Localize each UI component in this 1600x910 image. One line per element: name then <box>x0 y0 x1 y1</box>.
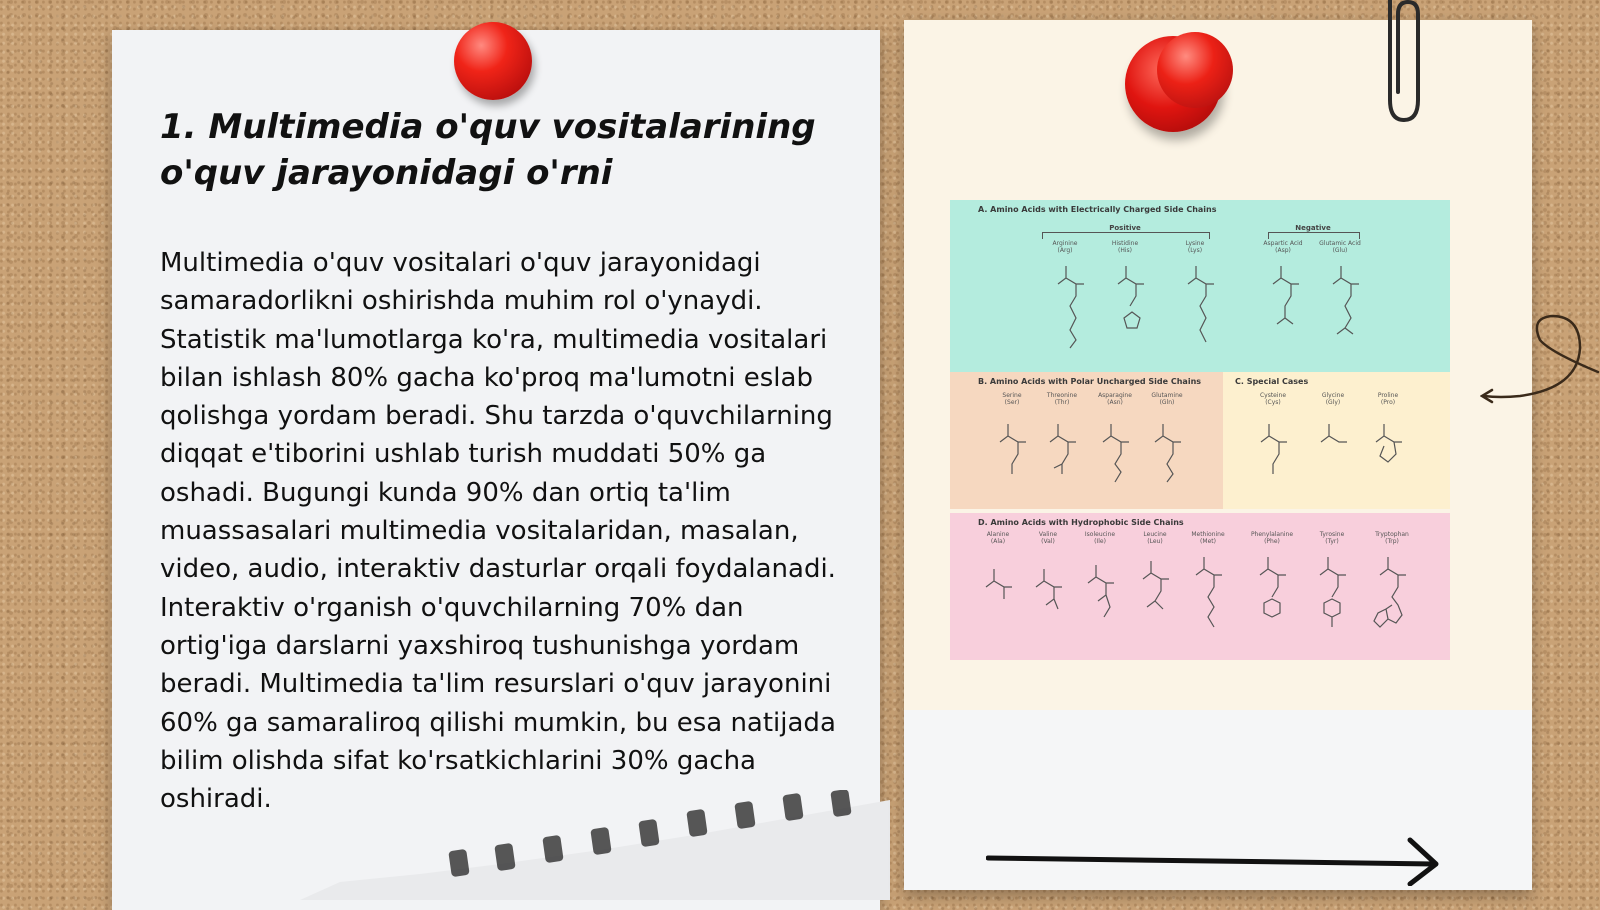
panel-charged-side-chains <box>950 200 1450 372</box>
amino-acid-label: Cysteine (Cys) <box>1259 392 1287 406</box>
molecule-structure <box>1325 262 1365 352</box>
molecule-structure <box>1265 262 1305 342</box>
panel-a-label: A. Amino Acids with Electrically Charged Side Chains <box>978 205 1217 214</box>
amino-acid-label: Alanine (Ala) <box>986 531 1010 545</box>
molecule-structure <box>1253 420 1293 490</box>
panel-polar-side-chains <box>950 372 1223 509</box>
arrow-right-icon <box>986 836 1446 886</box>
amino-acid-label: Tyrosine (Tyr) <box>1319 531 1345 545</box>
molecule-structure <box>992 420 1032 490</box>
molecule-structure <box>1095 420 1135 490</box>
amino-acid-label: Glycine (Gly) <box>1321 392 1345 406</box>
curly-arrow-icon <box>1480 312 1600 412</box>
molecule-structure <box>1080 561 1120 631</box>
amino-acid-label: Threonine (Thr) <box>1046 392 1078 406</box>
amino-acid-label: Proline (Pro) <box>1377 392 1399 406</box>
amino-acid-label: Isoleucine (Ile) <box>1084 531 1116 545</box>
slide-body-text: Multimedia o'quv vositalari o'quv jarayonidagi samaradorlikni oshirishda muhim rol o'ynaydi. Statistik ma'lumotlarga ko'ra, multimedia vositalari bilan ishlash 80% gacha ko'proq ma'lumotni eslab qolishga yordam beradi. Shu tarzda o'quvchilarning diqqat e'tiborini ushlab turish muddati 50% ga oshadi. Bugungi kunda 90% dan ortiq ta'lim muassasalari multimedia vositalaridan, masalan, video, audio, interaktiv dasturlar orqali foydalanadi. Interaktiv o'rganish o'quvchilarning 70% dan ortig'iga darslarni yaxshiroq tushunishga yordam beradi. Multimedia ta'lim resurslari o'quv jarayonini 60% ga samaraliroq qilishi mumkin, bu esa natijada bilim olishda sifat ko'rsatkichlarini 30% gacha oshiradi. <box>160 248 836 815</box>
amino-acid-label: Glutamine (Gln) <box>1151 392 1183 406</box>
amino-acid-label: Glutamic Acid (Glu) <box>1319 240 1361 254</box>
amino-acid-label: Lysine (Lys) <box>1185 240 1205 254</box>
amino-acid-label: Methionine (Met) <box>1191 531 1225 545</box>
panel-d-label: D. Amino Acids with Hydrophobic Side Chains <box>978 518 1184 527</box>
molecule-structure <box>1147 420 1187 490</box>
amino-acid-figure <box>950 200 1450 660</box>
amino-acid-label: Phenylalanine (Phe) <box>1250 531 1294 545</box>
panel-b-label: B. Amino Acids with Polar Uncharged Side Chains <box>978 377 1202 386</box>
molecule-structure <box>1180 262 1220 362</box>
molecule-structure <box>1028 565 1068 635</box>
molecule-structure <box>1252 553 1292 633</box>
molecule-structure <box>1312 553 1352 643</box>
molecule-structure <box>1135 557 1175 627</box>
pushpin-icon <box>454 22 532 100</box>
amino-acid-label: Arginine (Arg) <box>1052 240 1078 254</box>
pushpin-icon <box>1157 32 1233 108</box>
molecule-structure <box>978 565 1018 635</box>
molecule-structure <box>1050 262 1090 362</box>
slide-title: 1. Multimedia o'quv vositalarining o'quv jarayonidagi o'rni <box>160 107 816 193</box>
amino-acid-label: Valine (Val) <box>1038 531 1058 545</box>
bracket-negative <box>1268 232 1360 239</box>
panel-c-label: C. Special Cases <box>1235 377 1309 386</box>
paperclip-icon <box>1378 0 1422 124</box>
amino-acid-label: Serine (Ser) <box>1002 392 1022 406</box>
molecule-structure <box>1313 420 1353 490</box>
panel-special-cases <box>1223 372 1450 509</box>
torn-paper-edge <box>300 790 890 900</box>
molecule-structure <box>1368 420 1408 490</box>
bracket-positive <box>1042 232 1210 239</box>
molecule-structure <box>1110 262 1150 342</box>
amino-acid-label: Tryptophan (Trp) <box>1375 531 1409 545</box>
amino-acid-label: Asparagine (Asn) <box>1098 392 1132 406</box>
molecule-structure <box>1188 553 1228 633</box>
molecule-structure <box>1042 420 1082 490</box>
molecule-structure <box>1372 553 1412 643</box>
amino-acid-label: Aspartic Acid (Asp) <box>1263 240 1303 254</box>
amino-acid-label: Histidine (His) <box>1111 240 1139 254</box>
panel-hydrophobic-side-chains <box>950 513 1450 660</box>
group-label-positive: Positive <box>1109 224 1141 232</box>
amino-acid-label: Leucine (Leu) <box>1143 531 1167 545</box>
group-label-negative: Negative <box>1295 224 1331 232</box>
